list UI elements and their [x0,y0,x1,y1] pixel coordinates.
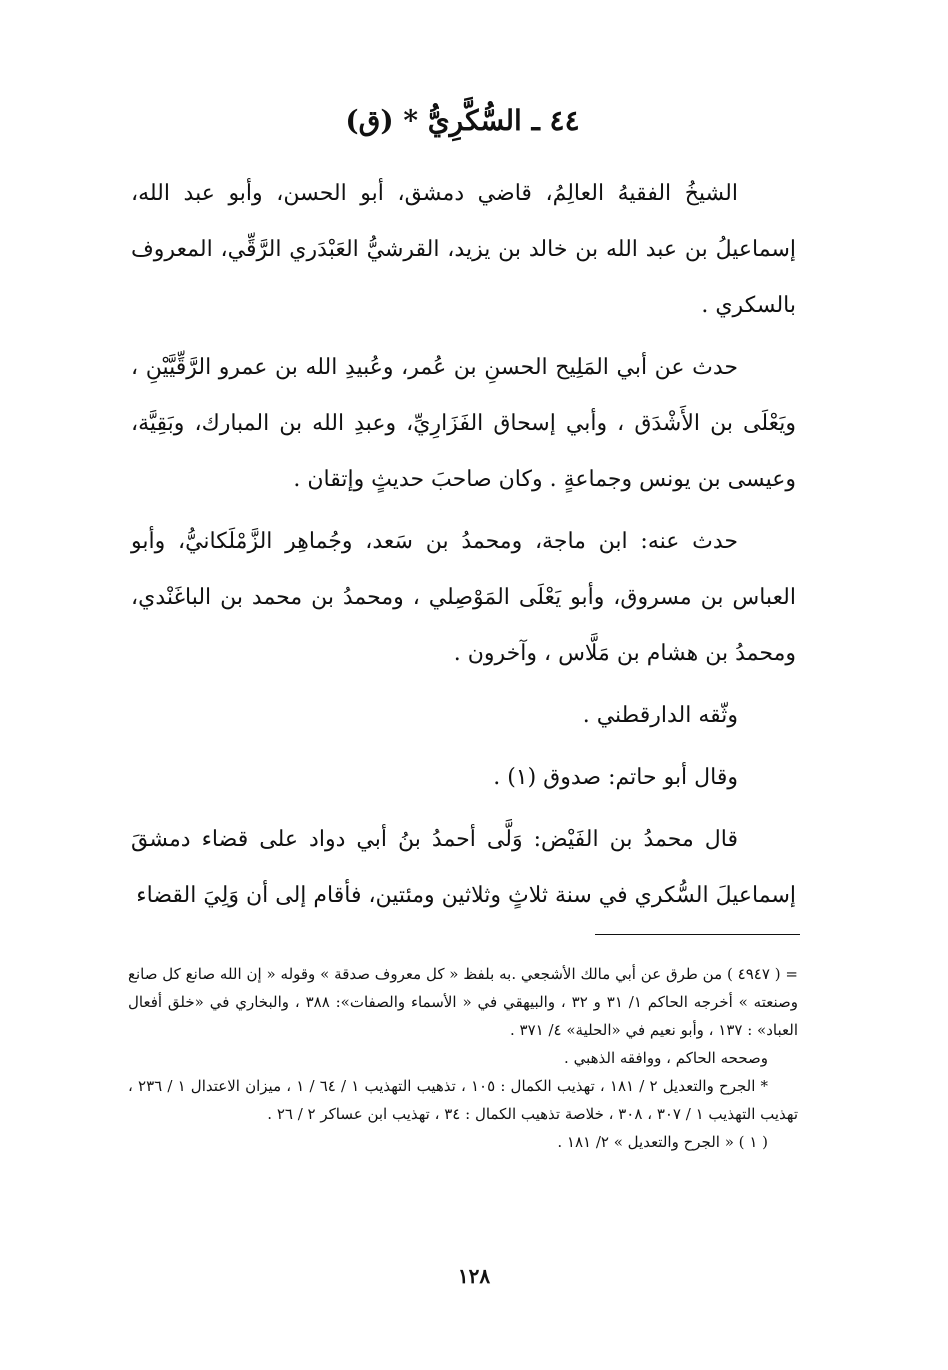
footnote-sources: * الجرح والتعديل ٢ / ١٨١ ، تهذيب الكمال : ١٠٥ ، تذهيب التهذيب ١ / ٦٤ / ١ ، ميزان الاعتدال ١ / ٢٣٦ ، تهذيب التهذيب ١ / ٣٠٧ ، ٣٠٨ ، خلاصة تذهيب الكمال : ٣٤ ، تهذيب ابن عساكر ٢ / ٢٦ . [128,1077,798,1123]
paragraph-ibn-fayd: قال محمدُ بن الفَيْض: وَلَّى أحمدُ بنُ أبي دواد على قضاء دمشقَ إسماعيلَ السُّكري في سنة ثلاثٍ وثلاثين ومئتين، فأقام إلى أن وَلِيَ القضاء [131,827,796,908]
footnote-note: وصححه الحاكم ، ووافقه الذهبي . [564,1049,768,1067]
footnote-divider [595,934,800,935]
paragraph-teachers: حدث عن أبي المَلِيح الحسنِ بن عُمر، وعُبيدِ الله بن عمرو الرَّقِّيَّيْنِ ، ويَعْلَى بن الأَشْدَق ، وأبي إسحاق الفَزَارِيِّ، وعبدِ الله بن المبارك، وبَقِيَّة، وعيسى بن يونس وجماعةٍ . وكان صاحبَ حديثٍ وإتقان . [131,355,796,492]
footnotes [128,960,798,1156]
footnote-1: ( ١ ) « الجرح والتعديل » ٢/ ١٨١ . [557,1133,768,1151]
body-text [131,166,796,930]
paragraph-daraqutni: وثّقه الدارقطني . [582,703,738,728]
paragraph-intro: الشيخُ الفقيهُ العالِمُ، قاضي دمشق، أبو الحسن، وأبو عبد الله، إسماعيلُ بن عبد الله بن خالد بن يزيد، القرشيُّ العَبْدَري الرَّقِّي، المعروف بالسكري . [131,181,796,318]
paragraph-abu-hatim: وقال أبو حاتم: صدوق (١) . [493,765,738,790]
paragraph-students: حدث عنه: ابن ماجة، ومحمدُ بن سَعد، وجُماهِر الزَّمْلَكانيُّ، وأبو العباس بن مسروق، وأبو يَعْلَى المَوْصِلي ، ومحمدُ بن محمد بن الباغَنْدي، ومحمدُ بن هشام بن مَلَّاس ، وآخرون . [131,529,796,666]
entry-heading: ٤٤ ـ السُّكَّرِيُّ * (ق) [345,104,580,137]
page-number: ١٢٨ [457,1264,491,1288]
footnote-continued: = ( ٤٩٤٧ ) من طرق عن أبي مالك الأشجعي .به بلفظ « كل معروف صدقة » وقوله « إن الله صانع كل صانع وصنعته » أخرجه الحاكم ١/ ٣١ و ٣٢ ، والبيهقي في « الأسماء والصفات»: ٣٨٨ ، والبخاري في «خلق أفعال العباد» : ١٣٧ ، وأبو نعيم في «الحلية» ٤/ ٣٧١ . [128,965,798,1039]
